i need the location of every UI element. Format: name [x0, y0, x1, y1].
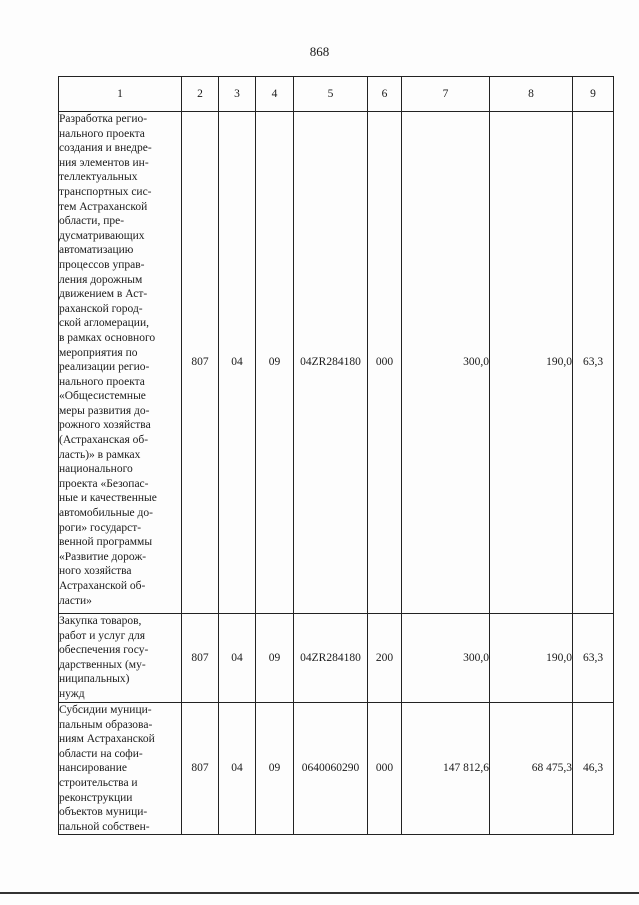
table-row	[59, 614, 614, 703]
header-col-9: 9	[573, 77, 614, 112]
description-line: дусматривающих	[59, 229, 145, 242]
description-line: ления дорожным	[59, 273, 143, 286]
description-line: мероприятия по	[59, 346, 138, 359]
cell-expense-type: 000	[368, 112, 402, 614]
description-line: рожного хозяйства	[59, 419, 151, 432]
description-line: ниям Астраханской	[59, 733, 155, 746]
description-line: автоматизацию	[59, 244, 134, 257]
header-col-4: 4	[256, 77, 294, 112]
description-line: национального	[59, 463, 133, 476]
cell-admin-code: 807	[182, 614, 219, 703]
header-col-7: 7	[402, 77, 490, 112]
description-line: ного хозяйства	[59, 565, 132, 578]
cell-target-article: 0640060290	[294, 703, 368, 835]
description-line: пальным образова-	[59, 718, 153, 731]
description-line: пальной собствен-	[59, 820, 150, 833]
cell-section: 04	[219, 614, 256, 703]
description-line: ные и качественные	[59, 492, 157, 505]
row-description	[59, 703, 182, 835]
header-col-6: 6	[368, 77, 402, 112]
description-line: ния элементов ин-	[59, 156, 149, 169]
description-line: нужд	[59, 687, 85, 700]
description-line: процессов управ-	[59, 258, 145, 271]
cell-section: 04	[219, 703, 256, 835]
description-line: Закупка товаров,	[59, 615, 142, 627]
description-line: работ и услуг для	[59, 629, 146, 642]
cell-planned-amount: 300,0	[402, 614, 490, 703]
description-line: в рамках основного	[59, 331, 156, 344]
description-line: области на софи-	[59, 747, 143, 760]
cell-section: 04	[219, 112, 256, 614]
header-col-8: 8	[490, 77, 573, 112]
description-line: дарственных (му-	[59, 658, 146, 671]
cell-expense-type: 200	[368, 614, 402, 703]
header-col-3: 3	[219, 77, 256, 112]
row-description	[59, 112, 182, 614]
description-line: роги» государст-	[59, 521, 142, 534]
cell-subsection: 09	[256, 703, 294, 835]
description-line: реконструкции	[59, 791, 133, 804]
description-line: нансирование	[59, 762, 127, 775]
row-description	[59, 614, 182, 703]
description-line: нального проекта	[59, 375, 145, 388]
description-line: «Общесистемные	[59, 390, 146, 403]
description-line: теллектуальных	[59, 171, 138, 184]
description-line: раханской город-	[59, 302, 143, 315]
cell-percent: 46,3	[573, 703, 614, 835]
cell-percent: 63,3	[573, 112, 614, 614]
cell-admin-code: 807	[182, 703, 219, 835]
description-line: ласть)» в рамках	[59, 448, 141, 461]
cell-actual-amount: 190,0	[490, 112, 573, 614]
cell-planned-amount: 300,0	[402, 112, 490, 614]
description-line: Разработка регио-	[59, 113, 148, 125]
cell-planned-amount: 147 812,6	[402, 703, 490, 835]
page-number: 868	[309, 44, 330, 59]
header-row	[59, 77, 614, 112]
cell-actual-amount: 190,0	[490, 614, 573, 703]
description-line: движением в Аст-	[59, 288, 148, 301]
description-line: автомобильные до-	[59, 507, 153, 520]
description-line: объектов муници-	[59, 806, 148, 819]
cell-target-article: 04ZR284180	[294, 112, 368, 614]
description-line: нального проекта	[59, 127, 145, 140]
header-col-5: 5	[294, 77, 368, 112]
description-line: обеспечения госу-	[59, 644, 149, 657]
description-line: «Развитие дорож-	[59, 550, 147, 563]
description-line: (Астраханская об-	[59, 434, 149, 447]
table-row	[59, 112, 614, 614]
cell-actual-amount: 68 475,3	[490, 703, 573, 835]
table-row	[59, 703, 614, 835]
description-line: венной программы	[59, 536, 153, 549]
description-line: меры развития до-	[59, 404, 150, 417]
description-line: тем Астраханской	[59, 200, 148, 213]
description-line: Астраханской об-	[59, 580, 146, 592]
description-line: создания и внедре-	[59, 142, 152, 155]
budget-table	[58, 76, 614, 835]
cell-target-article: 04ZR284180	[294, 614, 368, 703]
description-line: строительства и	[59, 776, 138, 789]
description-line: транспортных сис-	[59, 185, 152, 198]
description-line: ниципальных)	[59, 673, 130, 686]
description-line: проекта «Безопас-	[59, 477, 149, 490]
bottom-scan-edge	[0, 892, 639, 894]
header-col-2: 2	[182, 77, 219, 112]
description-line: ской агломерации,	[59, 317, 149, 330]
cell-subsection: 09	[256, 614, 294, 703]
header-col-1: 1	[59, 77, 182, 112]
cell-admin-code: 807	[182, 112, 219, 614]
description-line: области, пре-	[59, 215, 125, 228]
description-line: ласти»	[59, 594, 92, 607]
cell-subsection: 09	[256, 112, 294, 614]
description-line: реализации регио-	[59, 361, 150, 374]
cell-expense-type: 000	[368, 703, 402, 835]
description-line: Субсидии муници-	[59, 704, 152, 716]
cell-percent: 63,3	[573, 614, 614, 703]
